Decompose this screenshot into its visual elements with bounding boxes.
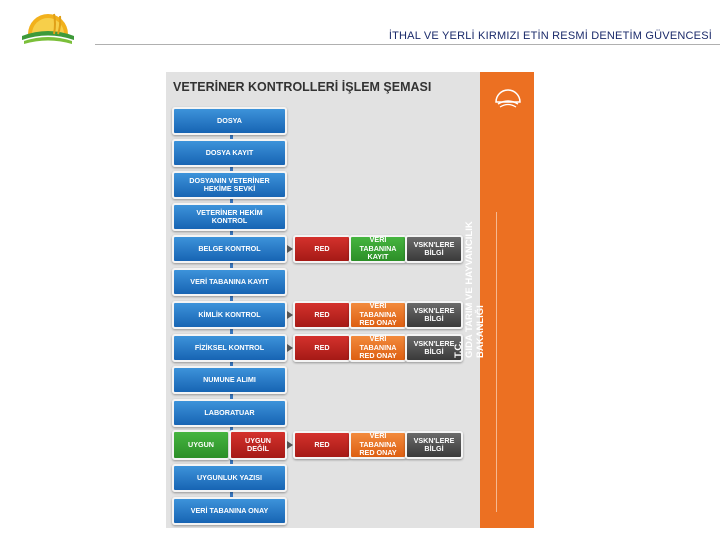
branch-vskn-bilgi: VSKN'LERE BİLGİ bbox=[405, 235, 463, 263]
sidebar-divider bbox=[496, 212, 497, 512]
branch-vskn-bilgi: VSKN'LERE BİLGİ bbox=[405, 431, 463, 459]
step-veri-tabanina-kayit: VERİ TABANINA KAYIT bbox=[172, 268, 287, 296]
step-dosya-kayit: DOSYA KAYIT bbox=[172, 139, 287, 167]
diagram-title: VETERİNER KONTROLLERİ İŞLEM ŞEMASI bbox=[173, 80, 432, 94]
branch-db-red-onay: VERİ TABANINA RED ONAY bbox=[349, 431, 407, 459]
branch-db-kayit: VERİ TABANINA KAYIT bbox=[349, 235, 407, 263]
branch-red: RED bbox=[293, 334, 351, 362]
sidebar-logo bbox=[492, 82, 524, 114]
branch-db-red-onay: VERİ TABANINA RED ONAY bbox=[349, 334, 407, 362]
step-veteriner-sevk: DOSYANIN VETERİNER HEKİME SEVKİ bbox=[172, 171, 287, 199]
slide-title: İTHAL VE YERLİ KIRMIZI ETİN RESMİ DENETİM GÜVENCESİ bbox=[388, 30, 712, 42]
branch-red: RED bbox=[293, 301, 351, 329]
result-uygun-degil: UYGUN DEĞİL bbox=[229, 430, 287, 460]
branch-vskn-bilgi: VSKN'LERE BİLGİ bbox=[405, 301, 463, 329]
title-divider bbox=[95, 44, 720, 45]
ministry-sidebar bbox=[453, 72, 534, 528]
step-kimlik-kontrol: KİMLİK KONTROL bbox=[172, 301, 287, 329]
branch-vskn-bilgi: VSKN'LERE BİLGİ bbox=[405, 334, 463, 362]
result-uygun: UYGUN bbox=[172, 430, 230, 460]
branch-red: RED bbox=[293, 431, 351, 459]
branch-red: RED bbox=[293, 235, 351, 263]
step-dosya: DOSYA bbox=[172, 107, 287, 135]
step-numune-alimi: NUMUNE ALIMI bbox=[172, 366, 287, 394]
sidebar-ministry-name: T.C. GIDA TARIM VE HAYVANCILIK BAKANLIĞI bbox=[453, 221, 486, 358]
step-belge-kontrol: BELGE KONTROL bbox=[172, 235, 287, 263]
step-fiziksel-kontrol: FİZİKSEL KONTROL bbox=[172, 334, 287, 362]
ministry-logo bbox=[14, 4, 82, 60]
step-laboratuar: LABORATUAR bbox=[172, 399, 287, 427]
step-uygunluk-yazisi: UYGUNLUK YAZISI bbox=[172, 464, 287, 492]
step-veteriner-kontrol: VETERİNER HEKİM KONTROL bbox=[172, 203, 287, 231]
branch-db-red-onay: VERİ TABANINA RED ONAY bbox=[349, 301, 407, 329]
step-veri-tabanina-onay: VERİ TABANINA ONAY bbox=[172, 497, 287, 525]
